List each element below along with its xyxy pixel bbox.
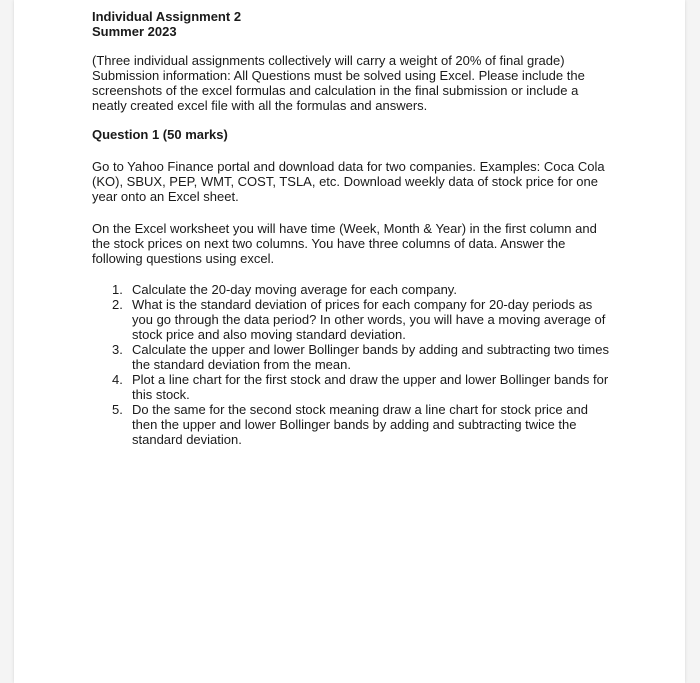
list-item <box>92 297 614 342</box>
document-title: Individual Assignment 2 <box>92 9 242 24</box>
list-item <box>92 372 614 402</box>
list-item <box>92 402 614 447</box>
list-item-number: 2. <box>112 297 123 312</box>
question-1-paragraph-2: On the Excel worksheet you will have time (Week, Month & Year) in the first column and the stock prices on next two columns. You have three columns of data. Answer the following questions using excel. <box>92 221 597 266</box>
question-1-heading: Question 1 (50 marks) <box>92 127 228 142</box>
list-item-number: 3. <box>112 342 123 357</box>
list-item-text: Calculate the upper and lower Bollinger bands by adding and subtracting two times the standard deviation from the mean. <box>132 342 609 372</box>
intro-paragraph: (Three individual assignments collectively will carry a weight of 20% of final grade) Submission information: All Questions must be solved using Excel. Please include the screenshots of the excel formulas and calculation in the final submission or include a neatly created excel file with all the formulas and answers. <box>92 53 585 113</box>
list-item-text: Calculate the 20-day moving average for each company. <box>132 282 457 297</box>
list-item-text: What is the standard deviation of prices for each company for 20-day periods as you go through the data period? In other words, you will have a moving average of stock price and also moving standard deviation. <box>132 297 606 342</box>
document-term: Summer 2023 <box>92 24 177 39</box>
question-1-list <box>92 282 614 447</box>
list-item-number: 5. <box>112 402 123 417</box>
list-item-number: 1. <box>112 282 123 297</box>
list-item-number: 4. <box>112 372 123 387</box>
list-item <box>92 342 614 372</box>
list-item-text: Do the same for the second stock meaning draw a line chart for stock price and then the upper and lower Bollinger bands by adding and subtracting twice the standard deviation. <box>132 402 588 447</box>
document-content <box>92 9 614 447</box>
list-item <box>92 282 614 297</box>
document-page <box>14 0 685 683</box>
list-item-text: Plot a line chart for the first stock and draw the upper and lower Bollinger bands for this stock. <box>132 372 609 402</box>
question-1-paragraph-1: Go to Yahoo Finance portal and download data for two companies. Examples: Coca Cola (KO), SBUX, PEP, WMT, COST, TSLA, etc. Download weekly data of stock price for one year onto an Excel sheet. <box>92 159 605 204</box>
